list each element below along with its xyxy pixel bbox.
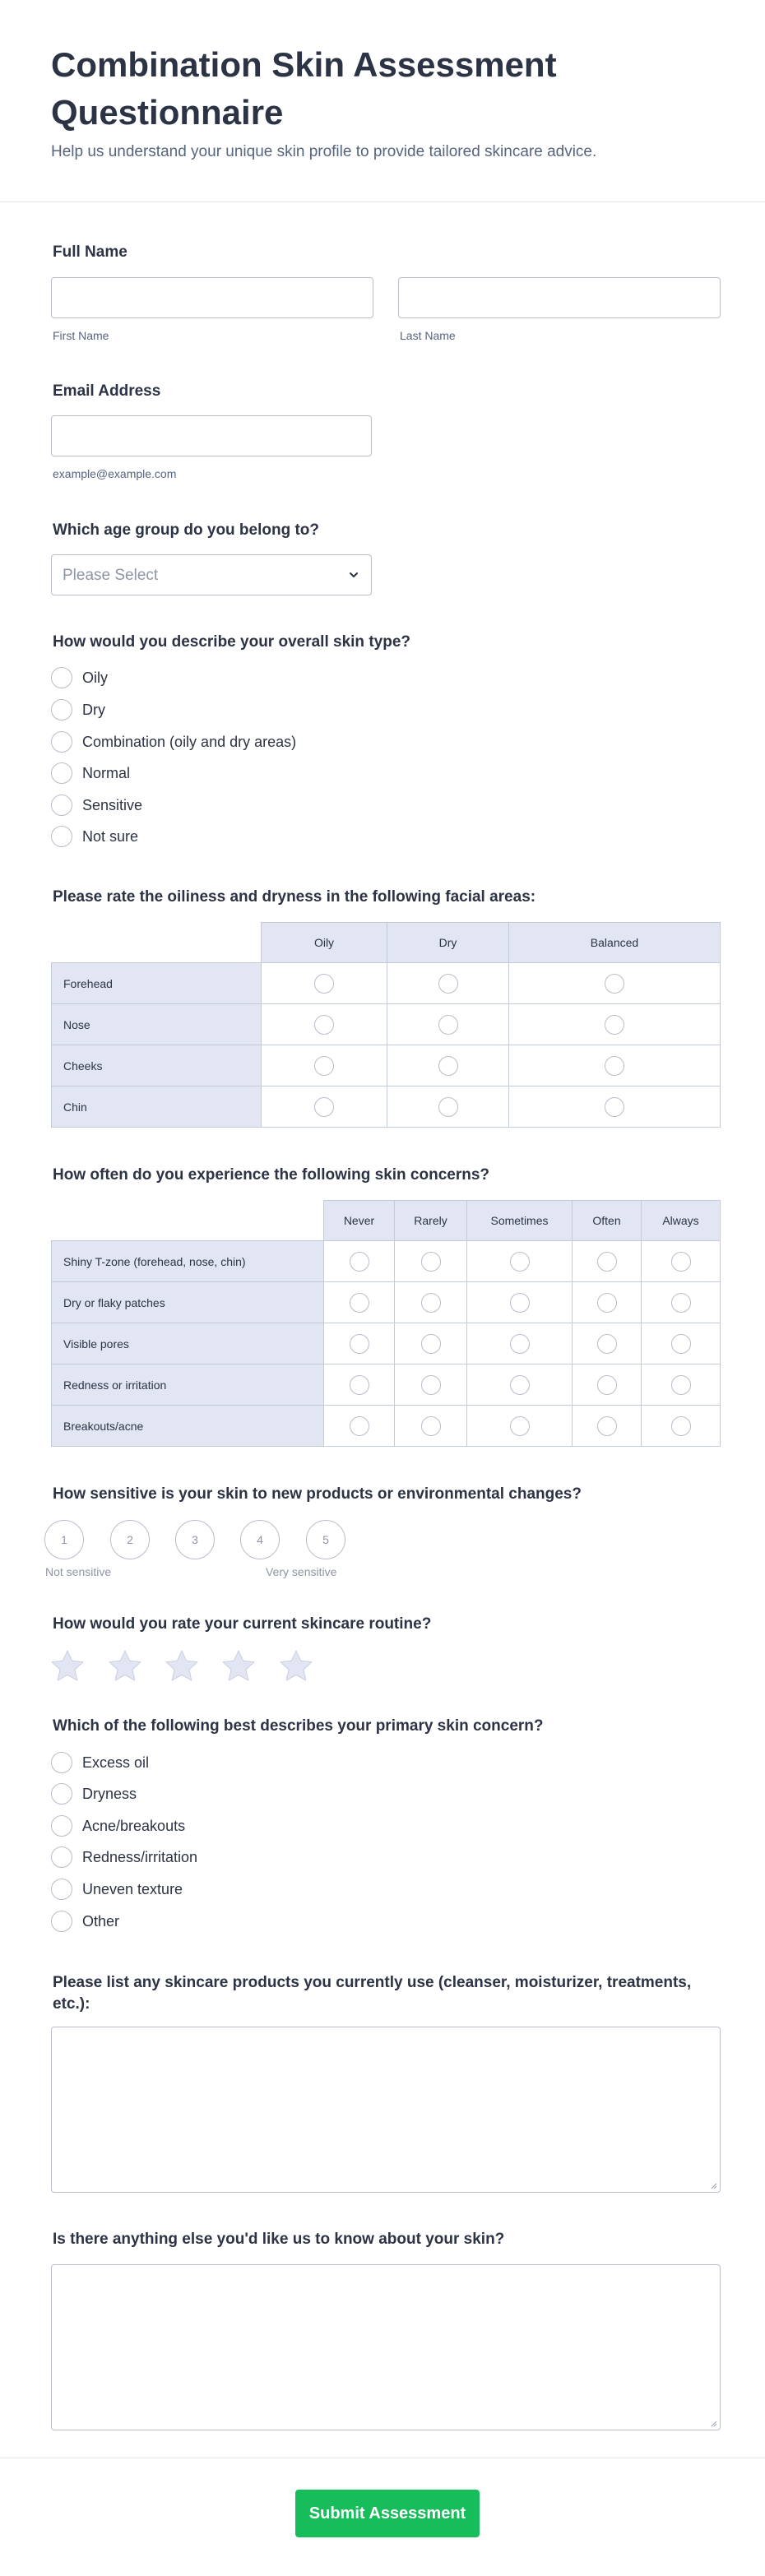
matrix-row-header: Breakouts/acne [51,1406,324,1447]
matrix-row [51,1045,721,1086]
skin-type-label: How would you describe your overall skin type? [53,633,410,651]
matrix-column-header: Never [324,1200,395,1241]
first-name-caption: First Name [53,329,109,342]
matrix-radio[interactable] [671,1293,691,1313]
sensitivity-label: How sensitive is your skin to new products or environmental changes? [53,1485,582,1503]
additional-info-textarea[interactable] [51,2264,721,2430]
scale-option-1[interactable]: 1 [44,1520,84,1559]
email-caption: example@example.com [53,467,177,480]
matrix-row [51,1282,721,1323]
scale-min-caption: Not sensitive [45,1565,112,1578]
matrix-radio[interactable] [314,974,334,994]
matrix-radio[interactable] [421,1293,441,1313]
scale-option-4[interactable]: 4 [240,1520,280,1559]
radio-button[interactable] [51,795,72,816]
matrix-column-header: Balanced [509,922,721,963]
matrix-row-header: Forehead [51,963,262,1004]
scale-option-5[interactable]: 5 [306,1520,345,1559]
matrix-radio[interactable] [314,1015,334,1035]
primary-concern-option[interactable] [51,1910,119,1933]
skin-type-option[interactable] [51,698,105,721]
matrix-row [51,1364,721,1406]
matrix-row [51,1323,721,1364]
email-label: Email Address [53,382,161,400]
matrix-column-header: Rarely [395,1200,467,1241]
primary-concern-option[interactable] [51,1751,149,1774]
primary-concern-option-label: Dryness [82,1785,137,1802]
matrix-radio[interactable] [350,1252,369,1272]
matrix-row [51,963,721,1004]
matrix-radio[interactable] [597,1416,617,1436]
form-title: Combination Skin Assessment Questionnaire [51,45,557,132]
matrix-radio[interactable] [605,1015,624,1035]
matrix-radio[interactable] [350,1375,369,1395]
concerns-frequency-label: How often do you experience the following skin concerns? [53,1166,490,1184]
radio-button[interactable] [51,1879,72,1900]
last-name-caption: Last Name [400,329,456,342]
radio-button[interactable] [51,731,72,753]
first-name-input[interactable] [51,277,373,318]
matrix-row-header: Dry or flaky patches [51,1282,324,1323]
matrix-column-header: Always [642,1200,721,1241]
star-icon[interactable] [49,1648,86,1684]
matrix-radio[interactable] [510,1252,530,1272]
matrix-row-header: Cheeks [51,1045,262,1086]
matrix-radio[interactable] [597,1334,617,1354]
matrix-column-header: Often [573,1200,642,1241]
submit-button[interactable]: Submit Assessment [295,2490,480,2537]
matrix-radio[interactable] [510,1293,530,1313]
matrix-radio[interactable] [671,1334,691,1354]
age-group-label: Which age group do you belong to? [53,521,320,539]
matrix-radio[interactable] [421,1334,441,1354]
matrix-radio[interactable] [438,1097,458,1117]
primary-concern-label: Which of the following best describes your primary skin concern? [53,1717,544,1735]
matrix-radio[interactable] [421,1416,441,1436]
radio-button[interactable] [51,826,72,847]
last-name-input[interactable] [398,277,721,318]
skin-type-option[interactable] [51,666,108,689]
primary-concern-option[interactable] [51,1782,137,1805]
facial-areas-matrix [51,922,721,1128]
matrix-row [51,1241,721,1282]
matrix-radio[interactable] [350,1416,369,1436]
matrix-radio[interactable] [314,1097,334,1117]
products-label: Please list any skincare products you currently use (cleanser, moisturizer, treatments, etc.): [53,1974,692,2013]
star-icon[interactable] [164,1648,200,1684]
skin-type-option[interactable] [51,762,130,785]
matrix-radio[interactable] [510,1334,530,1354]
skin-type-option-label: Sensitive [82,796,143,813]
matrix-corner [51,1200,324,1241]
resize-grip-icon[interactable] [709,2419,717,2427]
facial-areas-label: Please rate the oiliness and dryness in the following facial areas: [53,888,536,906]
matrix-radio[interactable] [350,1293,369,1313]
routine-rating-label: How would you rate your current skincare routine? [53,1615,432,1633]
form-header [0,0,765,202]
primary-concern-option[interactable] [51,1814,185,1837]
products-textarea[interactable] [51,2027,721,2193]
primary-concern-option[interactable] [51,1878,183,1901]
form-subtitle: Help us understand your unique skin profile to provide tailored skincare advice. [51,143,597,160]
matrix-radio[interactable] [438,1015,458,1035]
full-name-label: Full Name [53,243,128,261]
matrix-column-header: Oily [262,922,387,963]
concerns-frequency-matrix [51,1200,721,1447]
matrix-radio[interactable] [597,1293,617,1313]
matrix-column-header: Sometimes [467,1200,573,1241]
matrix-radio[interactable] [671,1252,691,1272]
matrix-radio[interactable] [510,1375,530,1395]
chevron-down-icon [348,569,359,581]
resize-grip-icon[interactable] [709,2181,717,2189]
matrix-radio[interactable] [421,1252,441,1272]
primary-concern-option-label: Excess oil [82,1754,150,1771]
radio-button[interactable] [51,1752,72,1773]
skin-type-option[interactable] [51,825,138,848]
primary-concern-option-label: Uneven texture [82,1880,183,1897]
matrix-radio[interactable] [314,1056,334,1076]
primary-concern-option-label: Redness/irritation [82,1848,198,1865]
matrix-radio[interactable] [605,1097,624,1117]
matrix-radio[interactable] [421,1375,441,1395]
matrix-radio[interactable] [510,1416,530,1436]
age-group-select[interactable] [51,554,372,595]
radio-button[interactable] [51,1815,72,1837]
star-icon[interactable] [220,1648,257,1684]
matrix-column-header: Dry [387,922,509,963]
matrix-corner [51,922,262,963]
scale-option-3[interactable]: 3 [175,1520,215,1559]
star-icon[interactable] [278,1648,314,1684]
age-group-placeholder: Please Select [63,567,159,584]
matrix-radio[interactable] [438,1056,458,1076]
radio-button[interactable] [51,1783,72,1805]
scale-max-caption: Very sensitive [266,1565,337,1578]
matrix-row [51,1004,721,1045]
email-input[interactable] [51,415,372,456]
matrix-row-header: Redness or irritation [51,1364,324,1406]
matrix-row-header: Nose [51,1004,262,1045]
skin-type-option-label: Combination (oily and dry areas) [82,733,297,750]
skin-type-option-label: Normal [82,764,131,781]
star-icon[interactable] [107,1648,143,1684]
primary-concern-option[interactable] [51,1846,197,1869]
matrix-row-header: Chin [51,1086,262,1128]
matrix-radio[interactable] [597,1252,617,1272]
radio-button[interactable] [51,699,72,720]
radio-button[interactable] [51,1911,72,1932]
matrix-radio[interactable] [438,974,458,994]
matrix-radio[interactable] [605,1056,624,1076]
matrix-radio[interactable] [671,1375,691,1395]
matrix-row [51,1086,721,1128]
matrix-row-header: Shiny T-zone (forehead, nose, chin) [51,1241,324,1282]
radio-button[interactable] [51,667,72,688]
primary-concern-option-label: Other [82,1912,120,1930]
scale-option-2[interactable]: 2 [110,1520,150,1559]
additional-info-label: Is there anything else you'd like us to know about your skin? [53,2231,505,2248]
matrix-radio[interactable] [671,1416,691,1436]
matrix-radio[interactable] [350,1334,369,1354]
skin-type-option-label: Dry [82,701,105,718]
skin-type-option[interactable] [51,730,296,753]
radio-button[interactable] [51,762,72,784]
skin-type-option-label: Not sure [82,827,139,845]
radio-button[interactable] [51,1846,72,1868]
matrix-radio[interactable] [597,1375,617,1395]
matrix-row-header: Visible pores [51,1323,324,1364]
skin-type-option[interactable] [51,794,142,817]
skin-type-option-label: Oily [82,669,108,686]
matrix-radio[interactable] [605,974,624,994]
primary-concern-option-label: Acne/breakouts [82,1817,186,1834]
matrix-row [51,1406,721,1447]
